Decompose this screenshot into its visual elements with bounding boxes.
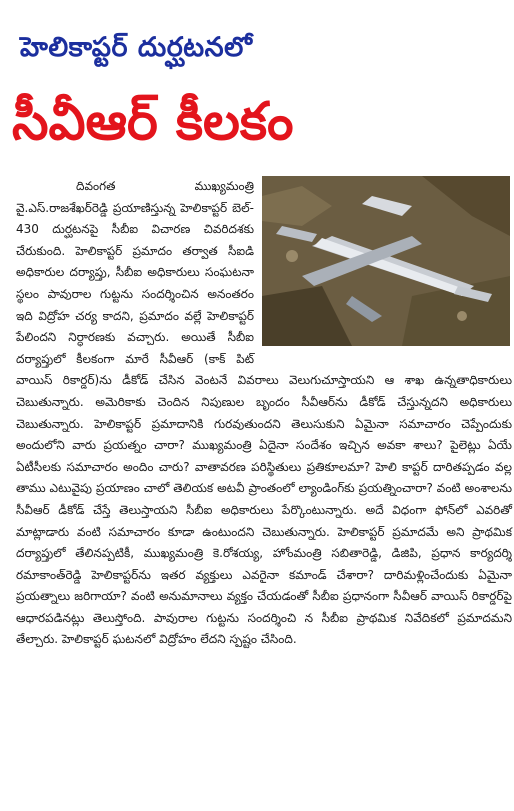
article-headline: సీవీఆర్ కీలకం — [12, 92, 294, 152]
article-body: దివంగత ముఖ్యమంత్రి వై.ఎస్.రాజశేఖర్‌రెడ్డి ప్రయాణిస్తున్న హెలికాప్టర్ బెల్- 430 దుర్ఘటనపై సీబీఐ విచారణ చివరిదశకు చేరుకుంది. హెలికాప్టర్ ప్రమాదం తర్వాత సీఐడి అధికారుల దర్యాప్తు, సీబీఐ అధికారులు సంఘటనా స్థలం పావురాల గుట్టను సందర్శించిన అనంతరం ఇది విద్రోహ చర్య కాదని, ప్రమాదం వల్లే హెలికాప్టర్ పేలిందని నిర్ధారణకు వచ్చారు. అయితే సీబీఐ దర్యాప్తులో కీలకంగా మారే సీవీఆర్ (కాక్ పిట్ వాయిస్ రికార్డర్)ను డీకోడ్ చేసిన వెంటనే వివరాలు వెలుగుచూస్తాయని ఆ శాఖ ఉన్నతాధికారులు చెబుతున్నారు. అమెరికాకు చెందిన నిపుణుల బృందం సీవీఆర్‌ను డీకోడ్ చేస్తున్నదని అధికారులు చెబుతున్నారు. హెలికాప్టర్ ప్రమాదానికి గురవుతుందని తెలుసుకుని ఏమైనా సమాచారం చెప్పేందుకు అందులోని వారు ప్రయత్నం చారా? ముఖ్యమంత్రి ఏదైనా సందేశం ఇచ్చిన అవకా శాలు? పైలెట్లు ఏయే ఏటీసీలకు సమాచారం అందిం చారు? వాతావరణ పరిస్థితులు ప్రతికూలమా? హెలి కాప్టర్ దారితప్పడం వల్ల తాము ఎటువైపు ప్రయాణం చాలో తెలియక అటవీ ప్రాంతంలో ల్యాండింగ్‌కు ప్రయత్నించారా? వంటి అంశాలను సీవీఆర్ డీకోడ్ చేస్తే తెలుస్తాయని సీబీఐ అధికారులు పేర్కొంటున్నారు. అదే విధంగా ఫోన్‌లో ఎవరితో మాట్లాడారు వంటి సమాచారం కూడా ఉంటుందని చెబుతున్నారు. హెలికాప్టర్ ప్రమాదమే అని ప్రాథమిక దర్యాప్తులో తేలినప్పటికీ, ముఖ్యమంత్రి కె.రోశయ్య, హోంమంత్రి సబితారెడ్డి, డిజిపి, ప్రధాన కార్యదర్శి రమాకాంత్‌రెడ్డి హెలికాప్టర్‌ను ఇతర వ్యక్తులు ఎవరైనా కమాండ్ చేశారా? దారిమళ్లించేందుకు ఏమైనా ప్రయత్నాలు జరిగాయా? వంటి అనుమానాలు వ్యక్తం చేయడంతో సీబీఐ ప్రధానంగా సీవీఆర్ వాయిస్ రికార్డర్‌పై ఆధారపడినట్లు తెలుస్తోంది. పావురాల గుట్టను సందర్శించి న సీబీఐ ప్రాథమిక నివేదికలో ప్రమాదమని తేల్చారు. హెలికాప్టర్ ఘటనలో విద్రోహం లేదని స్పష్టం చేసింది. — [16, 179, 512, 647]
photo-spacer — [260, 176, 512, 368]
article-body-container — [16, 176, 512, 651]
article-kicker: హెలికాప్టర్ దుర్ఘటనలో — [20, 32, 253, 63]
